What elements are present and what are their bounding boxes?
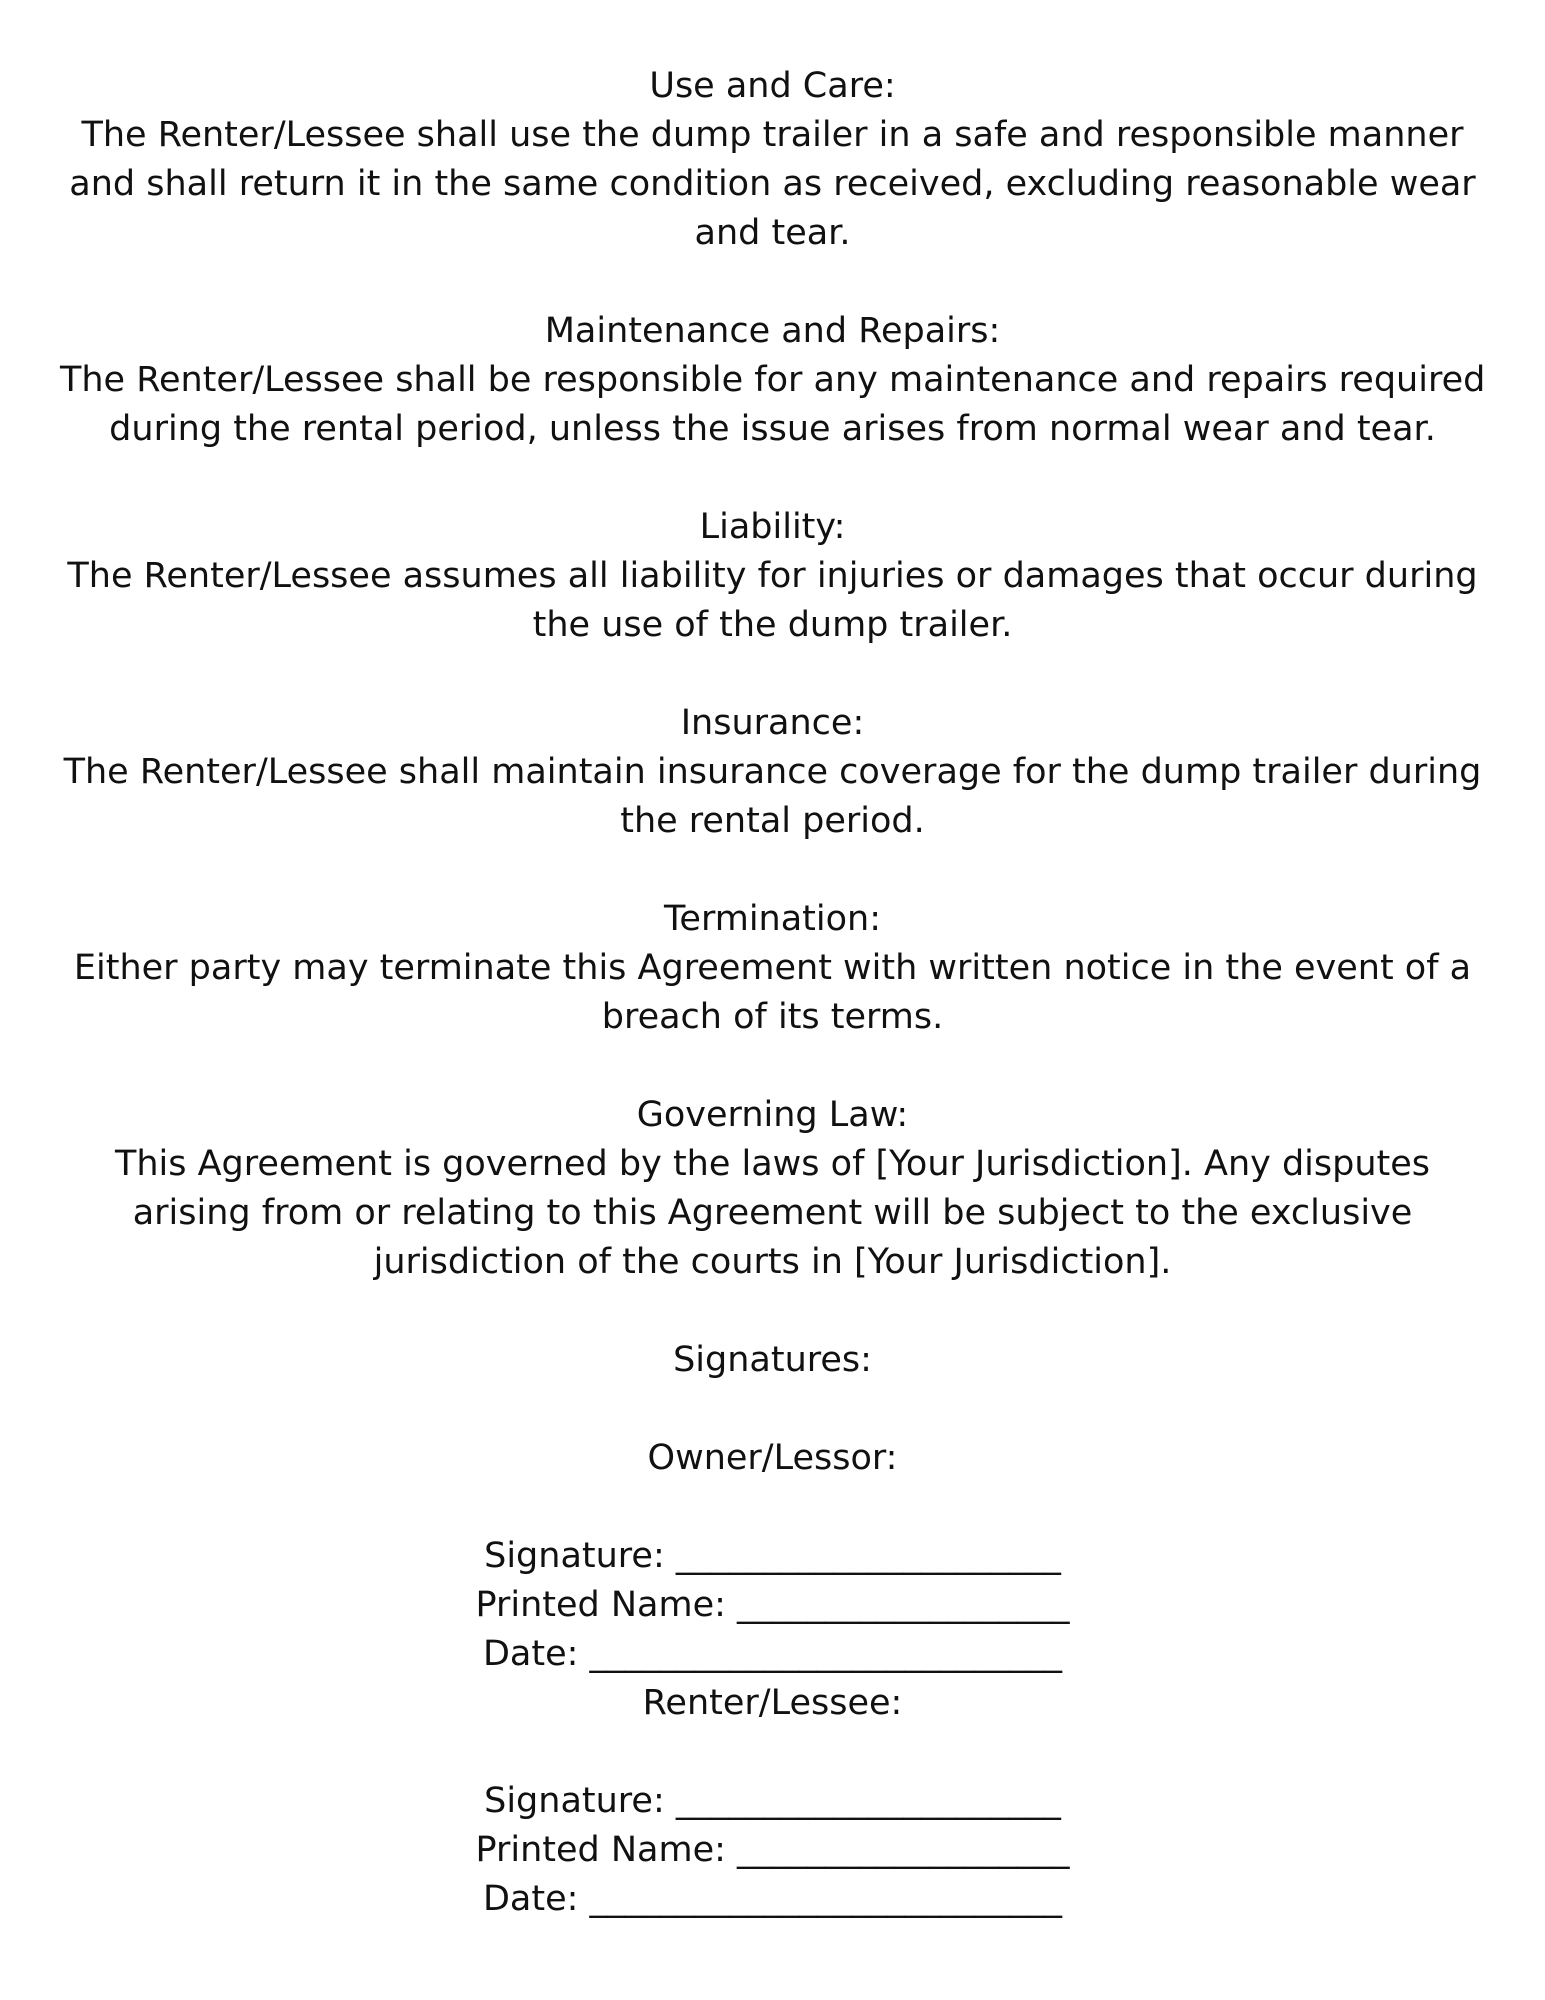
section-heading: Governing Law:: [636, 1095, 909, 1135]
section-text-line: Either party may terminate this Agreement with written notice in the event of a: [73, 948, 1472, 988]
section-insurance: [60, 699, 1485, 846]
owner-printed-name-line: Printed Name: ___________________: [475, 1585, 1070, 1625]
owner-signature-line: Signature: ______________________: [484, 1536, 1061, 1576]
section-text-line: the use of the dump trailer.: [532, 605, 1013, 645]
agreement-body: [60, 62, 1485, 1924]
renter-date-line: Date: ___________________________: [482, 1879, 1063, 1919]
section-maintenance-and-repairs: [60, 307, 1485, 454]
section-heading: Use and Care:: [649, 66, 896, 106]
renter-printed-name-line: Printed Name: ___________________: [475, 1830, 1070, 1870]
section-heading: Termination:: [663, 899, 882, 939]
section-text-line: The Renter/Lessee assumes all liability for injuries or damages that occur during: [67, 556, 1478, 596]
section-text-line: jurisdiction of the courts in [Your Jurisdiction].: [373, 1242, 1172, 1282]
renter-lessee-label: Renter/Lessee:: [642, 1683, 903, 1723]
section-text-line: the rental period.: [620, 801, 925, 841]
renter-signature-line: Signature: ______________________: [484, 1781, 1061, 1821]
section-text-line: This Agreement is governed by the laws of [Your Jurisdiction]. Any disputes: [114, 1144, 1431, 1184]
section-governing-law: [60, 1091, 1485, 1287]
section-heading: Insurance:: [680, 703, 865, 743]
owner-date-line: Date: ___________________________: [482, 1634, 1063, 1674]
section-text-line: during the rental period, unless the issue arises from normal wear and tear.: [109, 409, 1436, 449]
section-text-line: and shall return it in the same condition as received, excluding reasonable wear: [69, 164, 1476, 204]
section-heading: Liability:: [699, 507, 846, 547]
section-text-line: The Renter/Lessee shall be responsible for any maintenance and repairs required: [60, 360, 1486, 400]
section-text-line: The Renter/Lessee shall maintain insurance coverage for the dump trailer during: [63, 752, 1482, 792]
section-text-line: The Renter/Lessee shall use the dump trailer in a safe and responsible manner: [81, 115, 1464, 155]
section-text-line: and tear.: [694, 213, 851, 253]
section-text-line: breach of its terms.: [601, 997, 944, 1037]
owner-lessor-label: Owner/Lessor:: [647, 1438, 898, 1478]
section-use-and-care: [60, 62, 1485, 258]
section-liability: [60, 503, 1485, 650]
section-text-line: arising from or relating to this Agreement will be subject to the exclusive: [132, 1193, 1413, 1233]
signatures-heading: Signatures:: [673, 1340, 872, 1380]
signatures-section: [60, 1336, 1485, 1924]
section-heading: Maintenance and Repairs:: [544, 311, 1001, 351]
section-termination: [60, 895, 1485, 1042]
